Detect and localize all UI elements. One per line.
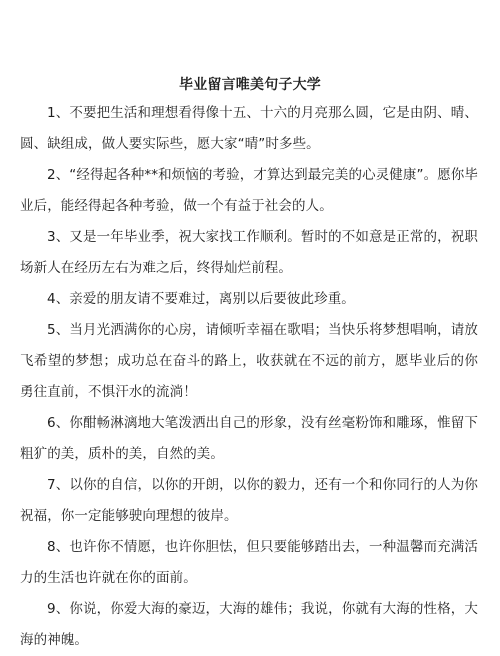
paragraph-7: 7、以你的自信，以你的开朗，以你的毅力，还有一个和你同行的人为你祝福，你一定能够驶向理想的彼岸。 (20, 477, 478, 524)
document-title: 毕业留言唯美句子大学 (179, 77, 321, 93)
paragraph-9: 9、你说，你爱大海的豪迈，大海的雄伟；我说，你就有大海的性格，大海的神魄。 (20, 601, 478, 648)
paragraph-1: 1、不要把生活和理想看得像十五、十六的月亮那么圆，它是由阴、晴、圆、缺组成，做人要实际些，愿大家“晴”时多些。 (20, 105, 478, 152)
paragraph-8: 8、也许你不情愿，也许你胆怯，但只要能够踏出去，一种温馨而充满活力的生活也许就在你的面前。 (20, 539, 478, 586)
paragraph-5: 5、当月光洒满你的心房，请倾听幸福在歌唱；当快乐将梦想唱响，请放飞希望的梦想；成功总在奋斗的路上，收获就在不远的前方，愿毕业后的你勇往直前，不惧汗水的流淌！ (20, 322, 478, 400)
document-body (20, 98, 478, 656)
paragraph-6: 6、你酣畅淋漓地大笔泼洒出自己的形象，没有丝毫粉饰和雕琢，惟留下粗犷的美，质朴的美，自然的美。 (20, 415, 478, 462)
paragraph-4: 4、亲爱的朋友请不要难过，离别以后要彼此珍重。 (47, 291, 355, 307)
paragraph-2: 2、“经得起各种**和烦恼的考验，才算达到最完美的心灵健康”。愿你毕业后，能经得起各种考验，做一个有益于社会的人。 (20, 167, 478, 214)
paragraph-3: 3、又是一年毕业季，祝大家找工作顺利。暂时的不如意是正常的，祝职场新人在经历左右为难之后，终得灿烂前程。 (20, 229, 478, 276)
